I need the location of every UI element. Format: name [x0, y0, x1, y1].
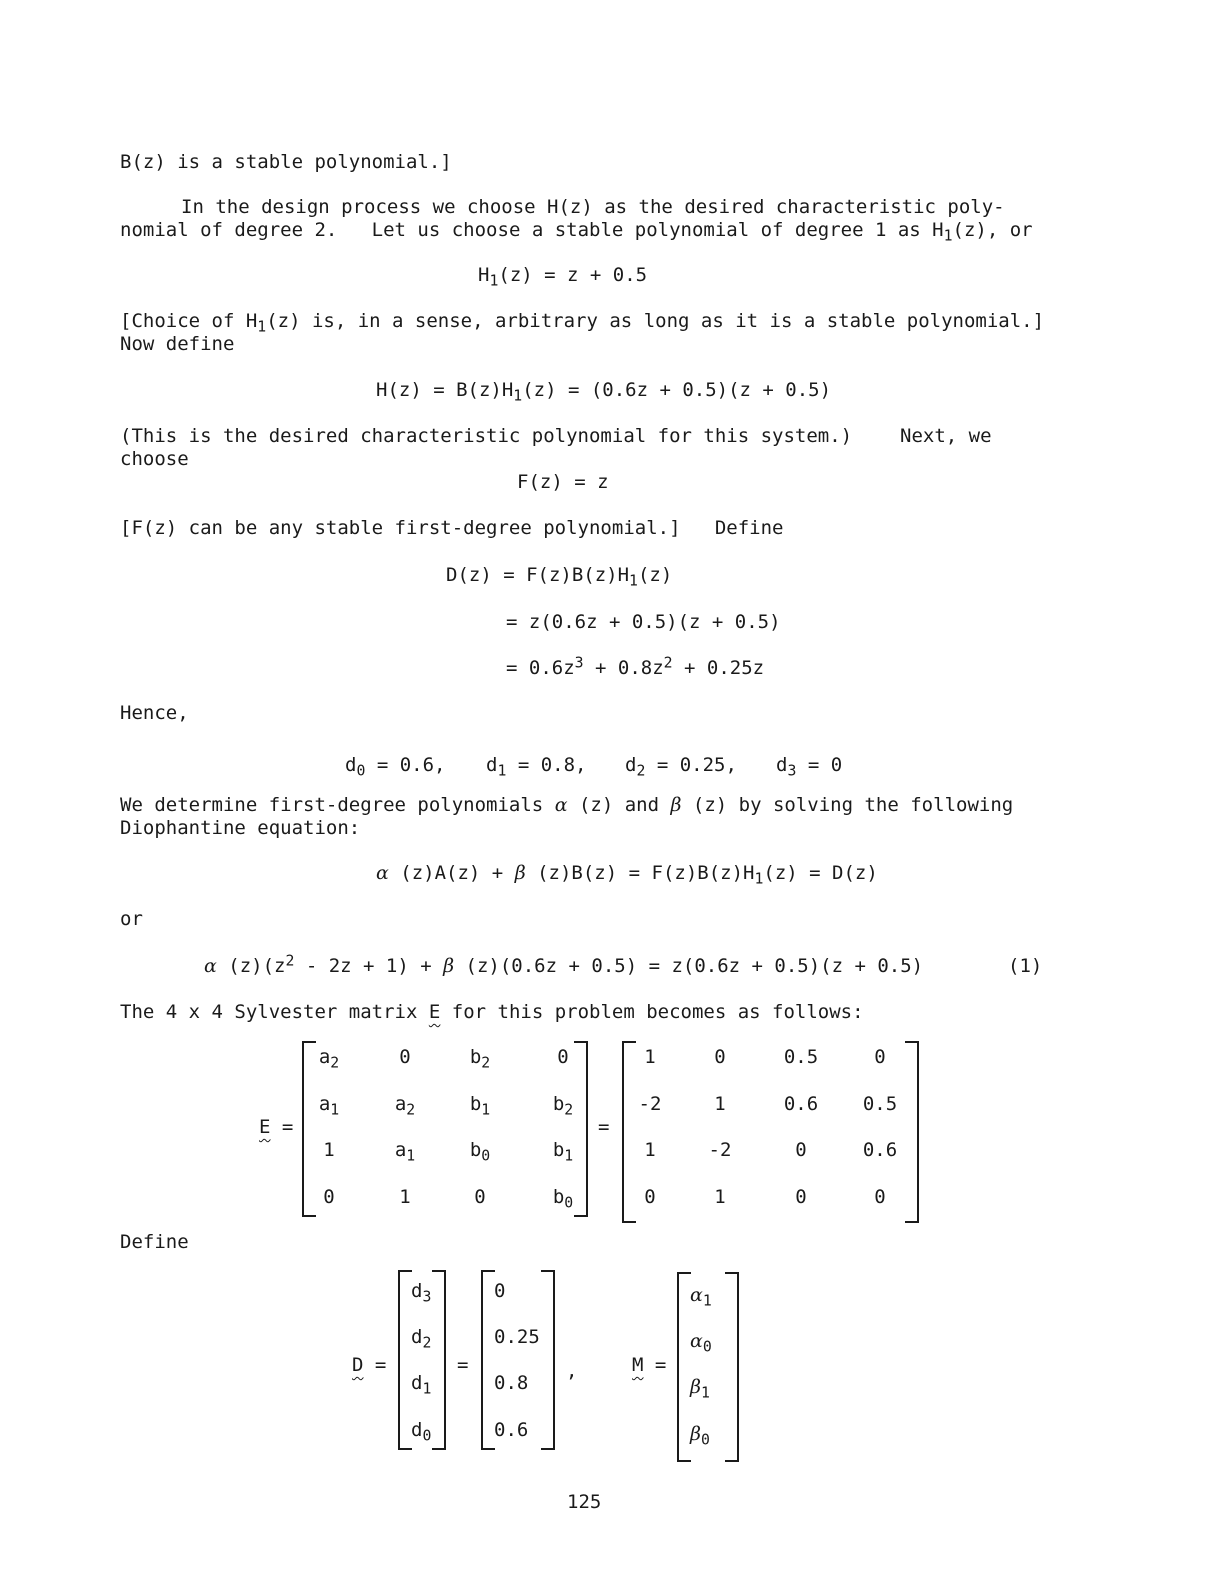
vector-d-label: D =: [352, 1354, 387, 1376]
text-line: We determine first-degree polynomials α (z) and β (z) by solving the following: [120, 794, 1014, 816]
equation-h: $H(z) = B(z)H_1(z) = (0.6z + 0.5)(z + 0.5)$: [376, 379, 832, 405]
text-line: [F(z) can be any stable first-degree polynomial.] Define: [120, 517, 784, 539]
text-line: [Choice of $H_1(z)$ is, in a sense, arbitrary as long as it is a stable polynomial.]: [120, 310, 1045, 336]
matrix-cell: $d_3$: [411, 1280, 432, 1306]
matrix-cell: $a_1$: [394, 1139, 416, 1165]
text-line: nomial of degree 2. Let us choose a stable polynomial of degree 1 as $H_1(z)$, or: [120, 219, 1033, 245]
matrix-cell: 1: [323, 1139, 335, 1161]
matrix-cell: 0: [474, 1186, 486, 1208]
matrix-cell: $b_1$: [469, 1093, 491, 1119]
matrix-cell: $b_0$: [552, 1186, 574, 1212]
text-line: Next, we: [900, 425, 992, 447]
text-line: The 4 x 4 Sylvester matrix E for this problem becomes as follows:: [120, 1001, 864, 1023]
matrix-cell: 1: [644, 1139, 656, 1161]
matrix-cell: $a_1$: [318, 1093, 340, 1119]
matrix-cell: 1: [644, 1046, 656, 1068]
equation-diophantine: α (z)A(z) + β $(z)B(z) = F(z)B(z)H_1(z) = D(z)$: [376, 862, 878, 888]
text-line: B(z) is a stable polynomial.]: [120, 151, 452, 173]
matrix-cell: $\beta_1$: [690, 1376, 710, 1402]
d-value: $d_0 = 0.6$,: [345, 754, 446, 780]
d-value: $d_1 = 0.8$,: [486, 754, 587, 780]
matrix-cell: 0: [874, 1186, 886, 1208]
matrix-e-label: E =: [259, 1116, 294, 1138]
page-number: 125: [567, 1491, 602, 1513]
matrix-cell: $\alpha_1$: [690, 1284, 712, 1310]
text-line: (This is the desired characteristic polynomial for this system.): [120, 425, 853, 447]
matrix-cell: 0.5: [783, 1046, 819, 1068]
matrix-cell: 0.8: [494, 1372, 529, 1394]
equals-sign: =: [598, 1116, 610, 1138]
matrix-cell: 0: [795, 1186, 807, 1208]
comma: ,: [566, 1360, 578, 1382]
matrix-cell: $b_0$: [469, 1139, 491, 1165]
equals-sign: =: [457, 1354, 469, 1376]
text-line: or: [120, 908, 143, 930]
d-value: $d_3 = 0$: [776, 754, 843, 780]
text-line: Define: [120, 1231, 189, 1253]
matrix-cell: 0: [874, 1046, 886, 1068]
matrix-cell: -2: [708, 1139, 732, 1161]
matrix-cell: $b_1$: [552, 1139, 574, 1165]
equation-d-line2: = z(0.6z + 0.5)(z + 0.5): [506, 611, 781, 633]
matrix-cell: 0.6: [862, 1139, 898, 1161]
matrix-cell: $a_2$: [318, 1046, 340, 1072]
equation-d-line1: $D(z) = F(z)B(z)H_1(z)$: [446, 564, 673, 590]
matrix-cell: 0: [494, 1280, 506, 1302]
matrix-cell: 0: [795, 1139, 807, 1161]
matrix-cell: 0: [399, 1046, 411, 1068]
matrix-cell: 0: [323, 1186, 335, 1208]
text-line: Now define: [120, 333, 235, 355]
matrix-cell: $\beta_0$: [690, 1423, 710, 1449]
matrix-cell: $d_0$: [411, 1419, 432, 1445]
d-value: $d_2 = 0.25$,: [625, 754, 737, 780]
text-line: In the design process we choose H(z) as the desired characteristic poly-: [181, 196, 1005, 218]
matrix-cell: 0: [557, 1046, 569, 1068]
matrix-cell: 0.6: [783, 1093, 819, 1115]
matrix-cell: 0: [644, 1186, 656, 1208]
equation-d-line3: = $0.6z^3 + 0.8z^2 + 0.25z$: [506, 654, 765, 679]
matrix-cell: 0.6: [494, 1419, 529, 1441]
matrix-cell: $d_1$: [411, 1372, 432, 1398]
equation-1: α $(z)(z^2 - 2z + 1) + \beta$ (z)(0.6z + 0.5) = z(0.6z + 0.5)(z + 0.5): [204, 952, 924, 977]
matrix-cell: 1: [714, 1093, 726, 1115]
equation-number: (1): [1008, 955, 1043, 977]
matrix-cell: 1: [714, 1186, 726, 1208]
left-bracket: [677, 1272, 691, 1462]
matrix-cell: 0.25: [494, 1326, 540, 1348]
matrix-cell: $a_2$: [394, 1093, 416, 1119]
matrix-cell: $d_2$: [411, 1326, 432, 1352]
text-line: Hence,: [120, 702, 189, 724]
left-bracket: [481, 1270, 495, 1450]
equation-f: F(z) = z: [517, 471, 609, 493]
text-line: Diophantine equation:: [120, 817, 361, 839]
matrix-cell: $\alpha_0$: [690, 1330, 712, 1356]
left-bracket: [398, 1270, 412, 1450]
matrix-cell: $b_2$: [552, 1093, 574, 1119]
text-line: choose: [120, 448, 189, 470]
vector-m-label: M =: [632, 1354, 667, 1376]
matrix-cell: -2: [638, 1093, 662, 1115]
matrix-cell: $b_2$: [469, 1046, 491, 1072]
matrix-cell: 0.5: [862, 1093, 898, 1115]
equation-h1: $H_1(z) = z + 0.5$: [478, 264, 648, 290]
matrix-cell: 1: [399, 1186, 411, 1208]
matrix-cell: 0: [714, 1046, 726, 1068]
